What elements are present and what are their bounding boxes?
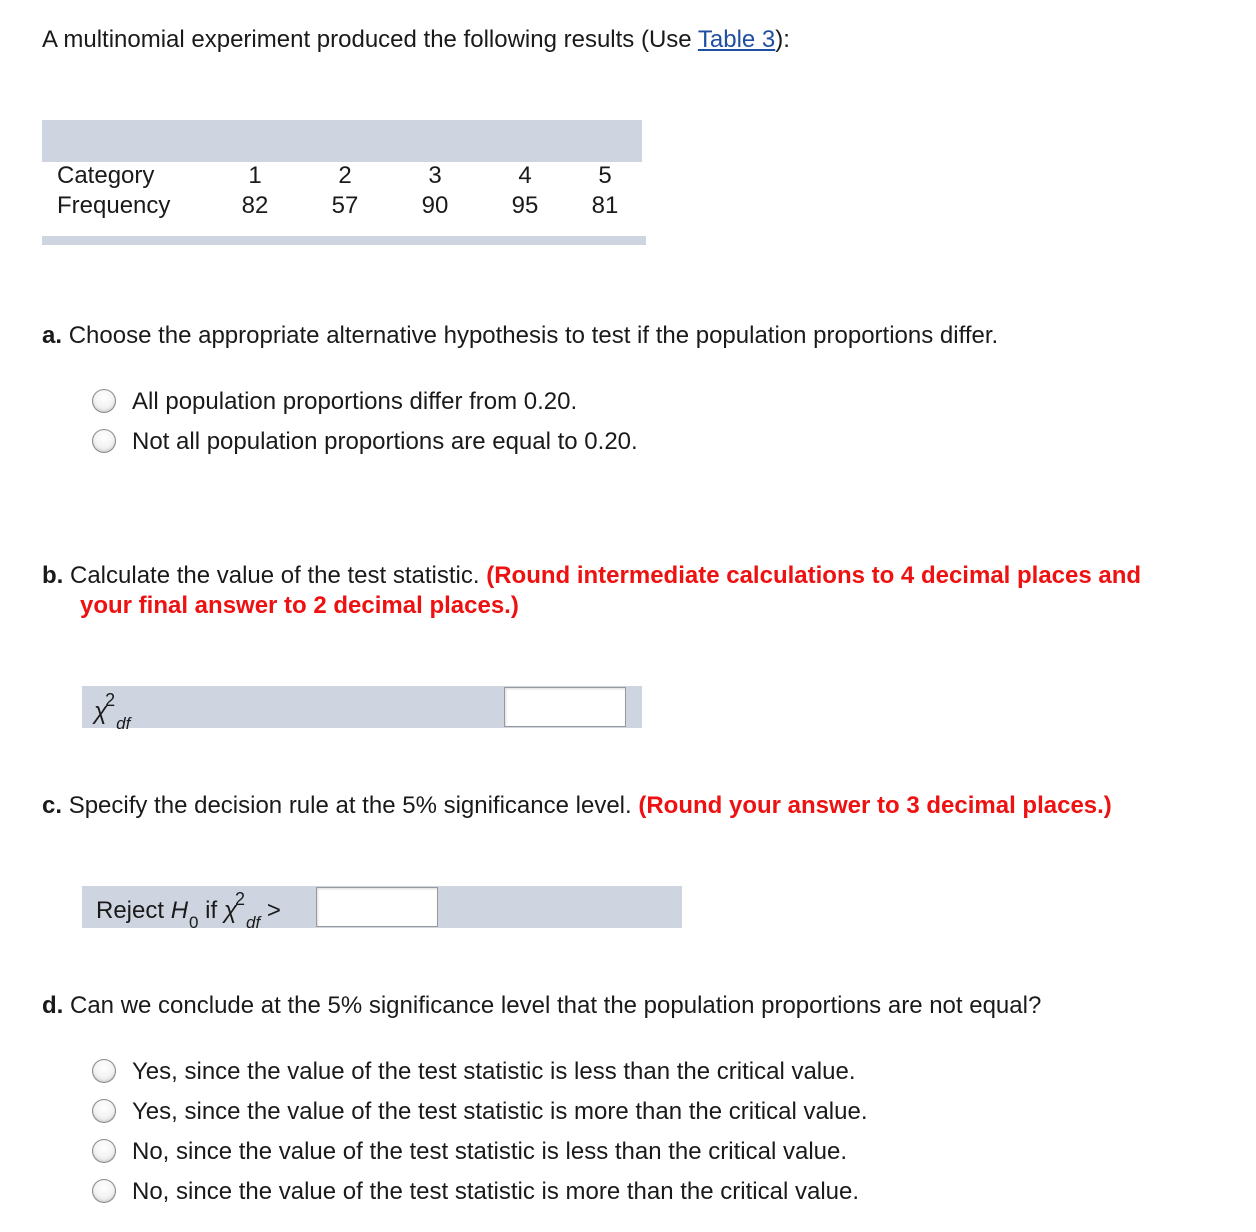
part-d-option-2-text: Yes, since the value of the test statistic is more than the critical value.: [132, 1098, 868, 1125]
part-d-option-1-text: Yes, since the value of the test statistic is less than the critical value.: [132, 1058, 856, 1085]
part-b-note-line1: (Round intermediate calculations to 4 decimal places and: [486, 562, 1142, 589]
part-a-text: Choose the appropriate alternative hypothesis to test if the population proportions differ.: [68, 322, 999, 349]
category-cell: 1: [248, 162, 262, 189]
part-b-question: [42, 562, 1141, 590]
part-c-text: Specify the decision rule at the 5% significance level.: [68, 792, 632, 819]
h-symbol: H: [170, 897, 189, 924]
category-label: Category: [57, 162, 155, 189]
part-d-option-3-radio[interactable]: [92, 1139, 116, 1163]
part-d-label: d.: [42, 992, 64, 1019]
frequency-cell: 82: [241, 192, 269, 219]
part-a-question: [42, 322, 998, 350]
part-d-option-4-radio[interactable]: [92, 1179, 116, 1203]
reject-text: Reject: [96, 897, 171, 924]
critical-value-input[interactable]: [316, 887, 438, 927]
category-cell: 2: [338, 162, 352, 189]
intro-suffix: ):: [775, 26, 790, 53]
part-a-option-1-text: All population proportions differ from 0.20.: [132, 388, 578, 415]
part-d-question: [42, 992, 1041, 1020]
h-subscript: 0: [189, 912, 199, 932]
chi-symbol: χ: [94, 698, 108, 725]
test-statistic-input[interactable]: [504, 687, 626, 727]
test-statistic-row: [82, 686, 642, 733]
frequency-cell: 95: [511, 192, 539, 219]
table-header-band: [42, 120, 642, 162]
table-3-link[interactable]: Table 3: [697, 26, 776, 53]
category-cell: 4: [518, 162, 532, 189]
part-b-text: Calculate the value of the test statistic.: [70, 562, 480, 589]
part-b-note-line2: your final answer to 2 decimal places.): [80, 592, 519, 619]
part-d-text: Can we conclude at the 5% significance level that the population proportions are not equal?: [70, 992, 1042, 1019]
part-a-option-1-radio[interactable]: [92, 389, 116, 413]
frequency-cell: 90: [421, 192, 449, 219]
part-c-note: (Round your answer to 3 decimal places.): [638, 792, 1112, 819]
part-a-option-2-radio[interactable]: [92, 429, 116, 453]
part-a-option-2-text: Not all population proportions are equal to 0.20.: [132, 428, 638, 455]
if-text: if: [198, 897, 224, 924]
chi-superscript: 2: [105, 690, 116, 710]
part-c-question: [42, 792, 1112, 820]
decision-rule-row: [82, 886, 682, 932]
frequency-label: Frequency: [57, 192, 171, 219]
intro-prefix: A multinomial experiment produced the following results (Use: [42, 26, 698, 53]
chi-square-df-symbol: [94, 690, 131, 733]
part-a-label: a.: [42, 322, 63, 349]
chi-symbol: χ: [223, 897, 237, 924]
chi-subscript: df: [245, 912, 261, 932]
chi-superscript: 2: [234, 889, 245, 909]
part-d-option-3-text: No, since the value of the test statistic is less than the critical value.: [132, 1138, 848, 1165]
frequency-cell: 81: [591, 192, 619, 219]
frequency-cell: 57: [331, 192, 359, 219]
part-d-option-2-radio[interactable]: [92, 1099, 116, 1123]
table-row-category: [57, 162, 637, 192]
part-b-label: b.: [42, 562, 64, 589]
category-cell: 5: [598, 162, 612, 189]
intro-text: [42, 26, 790, 54]
part-d-option-4-text: No, since the value of the test statistic is more than the critical value.: [132, 1178, 860, 1205]
part-c-label: c.: [42, 792, 63, 819]
table-footer-band: [42, 236, 646, 245]
table-row-frequency: [57, 192, 637, 222]
category-cell: 3: [428, 162, 442, 189]
decision-rule-label: [96, 889, 281, 932]
greater-than: >: [260, 897, 281, 924]
part-d-option-1-radio[interactable]: [92, 1059, 116, 1083]
chi-subscript: df: [116, 713, 131, 733]
